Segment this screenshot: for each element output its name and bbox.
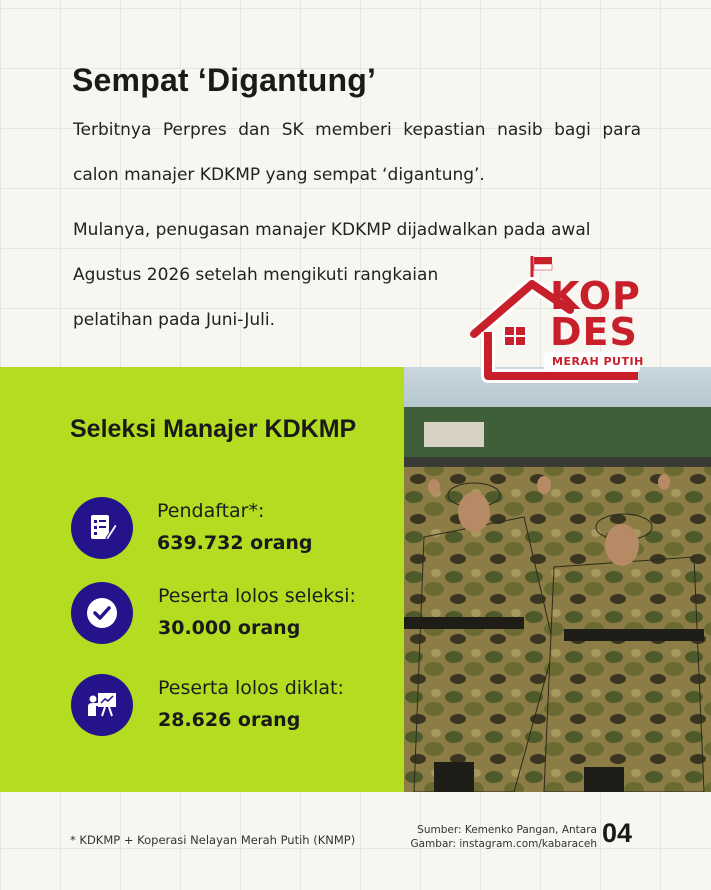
image-credit-line: Gambar: instagram.com/kabaraceh [410, 838, 597, 850]
stat-value-passed-selection: 30.000 orang [158, 617, 301, 639]
stat-label-passed-training: Peserta lolos diklat: [158, 677, 344, 699]
footnote: * KDKMP + Koperasi Nelayan Merah Putih (KNMP) [70, 833, 356, 847]
logo-word-kop: KOP [550, 274, 641, 318]
registration-form-icon [71, 497, 133, 559]
stat-value-registrants: 639.732 orang [157, 532, 313, 554]
source-line: Sumber: Kemenko Pangan, Antara [417, 824, 597, 836]
page-number: 04 [602, 818, 633, 848]
stat-label-passed-selection: Peserta lolos seleksi: [158, 585, 356, 607]
trainees-photo [404, 367, 711, 792]
schedule-line-2: Agustus 2026 setelah mengikuti rangkaian [73, 265, 439, 285]
schedule-line-3: pelatihan pada Juni-Juli. [73, 310, 275, 330]
logo-word-des: DES [550, 310, 638, 354]
kopdes-logo [470, 254, 650, 384]
training-presentation-icon [71, 674, 133, 736]
stat-value-passed-training: 28.626 orang [158, 709, 301, 731]
checkmark-icon [71, 582, 133, 644]
intro-paragraph: Terbitnya Perpres dan SK memberi kepastian nasib bagi para calon manajer KDKMP yang sempat ‘digantung’. [73, 120, 641, 185]
source-credit [410, 823, 597, 851]
stat-label-registrants: Pendaftar*: [157, 500, 265, 522]
logo-tagline: MERAH PUTIH [552, 355, 644, 368]
schedule-line-1: Mulanya, penugasan manajer KDKMP dijadwalkan pada awal [73, 220, 591, 240]
selection-title: Seleksi Manajer KDKMP [70, 415, 357, 443]
section-heading: Sempat ‘Digantung’ [72, 62, 377, 98]
